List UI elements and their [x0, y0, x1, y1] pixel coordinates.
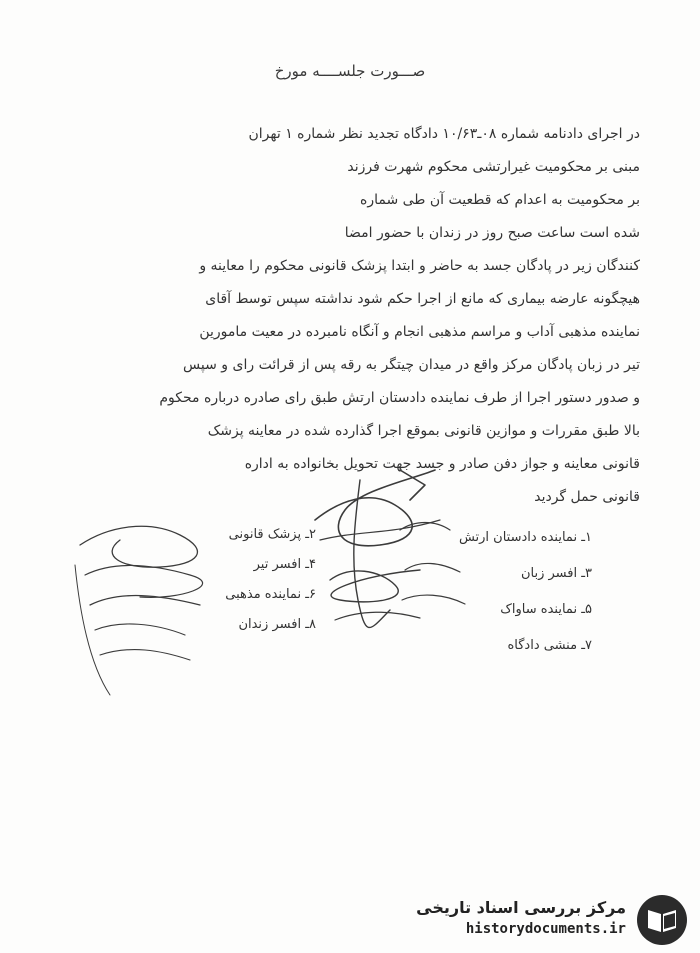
- signatory-list-left: [136, 520, 316, 640]
- body-line: در اجرای دادنامه شماره ۰۸ـ۱۰/۶۳ دادگاه تجدید نظر شماره ۱ تهران: [248, 126, 640, 142]
- signatory-role: ۷ـ منشی دادگاه: [507, 638, 592, 653]
- archive-url[interactable]: historydocuments.ir: [465, 921, 626, 937]
- signatory-role: ۶ـ نماینده مذهبی: [225, 587, 316, 602]
- book-emblem-icon: [634, 892, 690, 948]
- body-line: نماینده مذهبی آداب و مراسم مذهبی انجام و آنگاه نامبرده در معیت مامورین: [199, 324, 640, 340]
- signatory-role: ۲ـ پزشک قانونی: [228, 527, 316, 542]
- archive-name: مرکز بررسی اسناد تاریخی: [416, 898, 626, 917]
- body-line: تیر در زبان پادگان مرکز واقع در میدان چیتگر به رقه پس از قرائت رای و سپس: [183, 357, 640, 373]
- body-line: قانونی معاینه و جواز دفن صادر و جسد جهت تحویل بخانواده به اداره: [244, 456, 640, 472]
- body-line: قانونی حمل گردید: [534, 489, 640, 505]
- archive-footer: [410, 888, 700, 950]
- signatory-role: ۱ـ نماینده دادستان ارتش: [458, 530, 592, 545]
- body-line: و صدور دستور اجرا از طرف نماینده دادستان ارتش طبق رای صادره درباره محکوم: [159, 390, 640, 406]
- document-title: صـــورت جلســــه مورخ: [274, 62, 426, 80]
- document-body: [70, 118, 640, 514]
- body-line: شده است ساعت صبح روز در زندان با حضور امضا: [344, 225, 640, 241]
- body-line: بالا طبق مقررات و موازین قانونی بموقع اجرا گذارده شده در معاینه پزشک: [207, 423, 640, 439]
- signatory-role: ۵ـ نماینده ساواک: [500, 602, 592, 617]
- signatory-list-right: [352, 520, 592, 664]
- signatory-role: ۸ـ افسر زندان: [238, 617, 316, 632]
- signatory-role: ۴ـ افسر تیر: [253, 557, 316, 572]
- signatory-role: ۳ـ افسر زبان: [520, 566, 592, 581]
- body-line: بر محکومیت به اعدام که قطعیت آن طی شماره: [360, 192, 640, 208]
- body-line: هیچگونه عارضه بیماری که مانع از اجرا حکم شود نداشته سپس توسط آقای: [205, 291, 640, 307]
- body-line: مبنی بر محکومیت غیرارتشی محکوم شهرت فرزند: [347, 159, 640, 175]
- body-line: کنندگان زیر در پادگان جسد به حاضر و ابتدا پزشک قانونی محکوم را معاینه و: [199, 258, 640, 274]
